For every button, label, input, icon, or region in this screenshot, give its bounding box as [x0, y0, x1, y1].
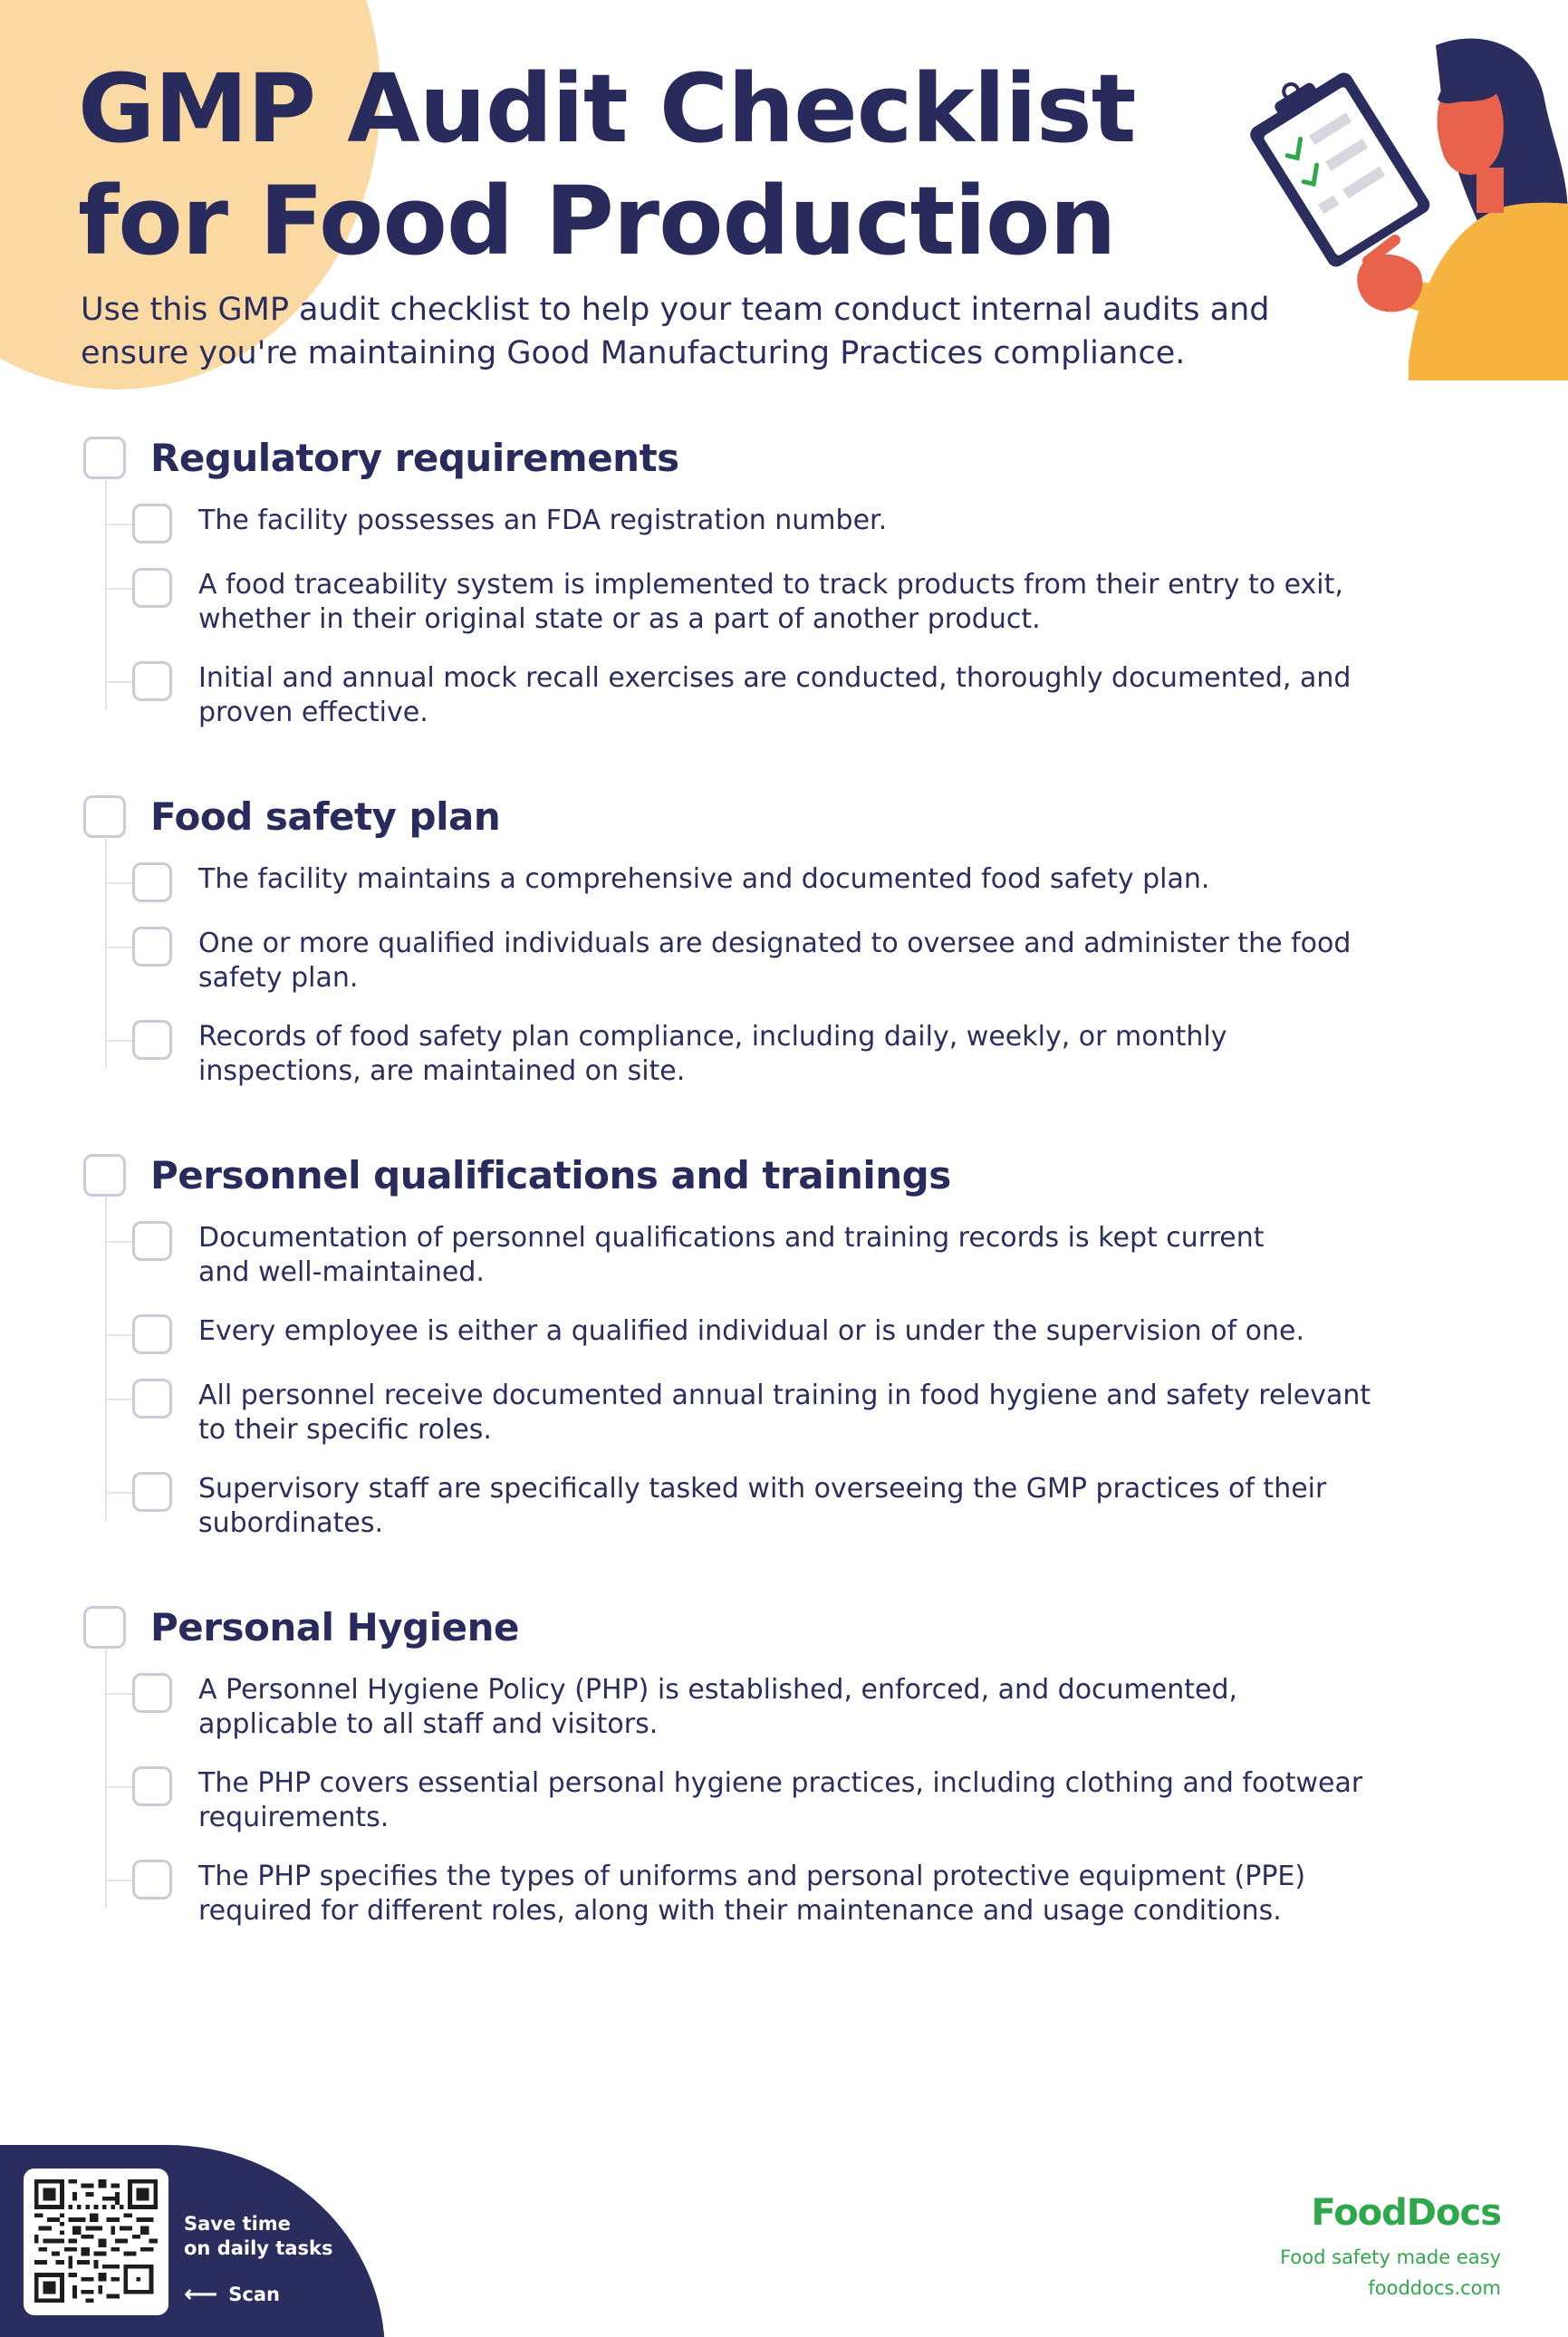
- checklist-item: [105, 862, 1388, 902]
- item-text: [198, 927, 1351, 995]
- page-title: [78, 53, 1255, 277]
- checklist-item: [105, 1314, 1388, 1354]
- clipboard-illustration: [1227, 36, 1568, 380]
- qr-code-icon: [34, 2179, 158, 2303]
- checkbox-icon[interactable]: [132, 1673, 172, 1713]
- item-text: [198, 1673, 1237, 1742]
- scan-link[interactable]: [184, 2281, 280, 2308]
- checkbox-icon[interactable]: [132, 927, 172, 967]
- item-line: requirements.: [198, 1802, 390, 1833]
- item-text: [198, 1314, 1304, 1349]
- section-items: [105, 844, 1388, 1089]
- checkbox-icon[interactable]: [132, 1766, 172, 1806]
- checkbox-icon[interactable]: [83, 1606, 126, 1649]
- checklist-item: [105, 1379, 1388, 1447]
- section-title: Regulatory requirements: [150, 435, 679, 480]
- brand-url[interactable]: fooddocs.com: [1368, 2277, 1501, 2299]
- item-line: whether in their original state or as a part of another product.: [198, 603, 1041, 635]
- intro-text: [81, 288, 1276, 375]
- checklist-item: [105, 661, 1388, 730]
- checklist-item: [105, 1673, 1388, 1742]
- scan-label: Scan: [228, 2284, 280, 2305]
- checklist-item: [105, 1221, 1388, 1290]
- qr-code[interactable]: [24, 2169, 168, 2315]
- checklist-item: [105, 1766, 1388, 1835]
- item-line: safety plan.: [198, 962, 359, 994]
- checkbox-icon[interactable]: [132, 862, 172, 902]
- checklist: [83, 429, 1388, 1953]
- checklist-item: [105, 1020, 1388, 1089]
- promo-line-2: on daily tasks: [184, 2237, 333, 2259]
- section-header: [83, 1599, 1388, 1655]
- checkbox-icon[interactable]: [83, 795, 126, 838]
- checklist-item: [105, 1860, 1388, 1928]
- section-header: [83, 429, 1388, 486]
- item-line: The PHP specifies the types of uniforms and personal protective equipment (PPE): [198, 1861, 1306, 1892]
- brand-block: [1280, 2192, 1501, 2299]
- checkbox-icon[interactable]: [132, 568, 172, 608]
- item-line: Initial and annual mock recall exercises are conducted, thoroughly documented, and: [198, 662, 1352, 694]
- section-items: [105, 1655, 1388, 1928]
- brand-logo[interactable]: FoodDocs: [1311, 2192, 1501, 2234]
- item-line: required for different roles, along with their maintenance and usage conditions.: [198, 1895, 1282, 1927]
- section-personal-hygiene: [83, 1599, 1388, 1928]
- promo-line-1: Save time: [184, 2213, 291, 2235]
- checkbox-icon[interactable]: [132, 1860, 172, 1899]
- checkbox-icon[interactable]: [132, 1020, 172, 1060]
- item-line: The facility maintains a comprehensive and documented food safety plan.: [198, 863, 1210, 895]
- item-line: to their specific roles.: [198, 1414, 492, 1446]
- section-title: Personnel qualifications and trainings: [150, 1152, 951, 1197]
- checkbox-icon[interactable]: [132, 1314, 172, 1354]
- item-text: [198, 1860, 1305, 1928]
- item-line: and well-maintained.: [198, 1256, 485, 1288]
- section-title: Personal Hygiene: [150, 1604, 519, 1649]
- item-line: proven effective.: [198, 697, 428, 728]
- item-text: [198, 1766, 1362, 1835]
- section-personnel-qualifications: [83, 1147, 1388, 1541]
- item-line: All personnel receive documented annual training in food hygiene and safety relevant: [198, 1380, 1371, 1411]
- checklist-item: [105, 504, 1388, 543]
- section-header: [83, 788, 1388, 844]
- intro-line-1: Use this GMP audit checklist to help your team conduct internal audits and: [81, 292, 1270, 328]
- item-text: [198, 568, 1343, 637]
- checkbox-icon[interactable]: [132, 1472, 172, 1512]
- title-line-1: GMP Audit Checklist: [78, 53, 1136, 164]
- item-line: Every employee is either a qualified individual or is under the supervision of one.: [198, 1315, 1305, 1347]
- item-text: [198, 504, 887, 538]
- checklist-item: [105, 927, 1388, 995]
- item-line: Supervisory staff are specifically tasked with overseeing the GMP practices of their: [198, 1473, 1327, 1505]
- item-text: [198, 862, 1209, 897]
- checkbox-icon[interactable]: [132, 1221, 172, 1261]
- item-text: [198, 661, 1351, 730]
- item-line: Documentation of personnel qualifications and training records is kept current: [198, 1222, 1265, 1254]
- item-line: One or more qualified individuals are designated to oversee and administer the food: [198, 928, 1352, 959]
- section-regulatory-requirements: [83, 429, 1388, 730]
- brand-tagline: Food safety made easy: [1280, 2246, 1501, 2268]
- section-items: [105, 486, 1388, 730]
- section-title: Food safety plan: [150, 793, 501, 839]
- item-line: The facility possesses an FDA registration number.: [198, 505, 888, 536]
- item-text: [198, 1221, 1265, 1290]
- item-line: A food traceability system is implemented to track products from their entry to exit,: [198, 569, 1343, 601]
- item-line: A Personnel Hygiene Policy (PHP) is established, enforced, and documented,: [198, 1674, 1238, 1706]
- item-text: [198, 1472, 1326, 1541]
- checkbox-icon[interactable]: [132, 504, 172, 543]
- title-line-2: for Food Production: [78, 166, 1116, 276]
- section-items: [105, 1203, 1388, 1541]
- intro-line-2: ensure you're maintaining Good Manufacturing Practices compliance.: [81, 335, 1186, 371]
- item-line: subordinates.: [198, 1507, 384, 1539]
- checkbox-icon[interactable]: [132, 661, 172, 701]
- section-food-safety-plan: [83, 788, 1388, 1089]
- item-line: applicable to all staff and visitors.: [198, 1708, 659, 1740]
- item-text: [198, 1379, 1371, 1447]
- item-line: inspections, are maintained on site.: [198, 1055, 686, 1087]
- item-line: Records of food safety plan compliance, including daily, weekly, or monthly: [198, 1021, 1227, 1053]
- item-text: [198, 1020, 1227, 1089]
- arrow-left-icon: ⟵: [184, 2281, 218, 2308]
- item-line: The PHP covers essential personal hygiene practices, including clothing and footwear: [198, 1767, 1363, 1799]
- section-header: [83, 1147, 1388, 1203]
- checklist-item: [105, 568, 1388, 637]
- checkbox-icon[interactable]: [132, 1379, 172, 1419]
- checklist-item: [105, 1472, 1388, 1541]
- promo-text: [184, 2212, 332, 2261]
- checkbox-icon[interactable]: [83, 437, 126, 479]
- checkbox-icon[interactable]: [83, 1154, 126, 1197]
